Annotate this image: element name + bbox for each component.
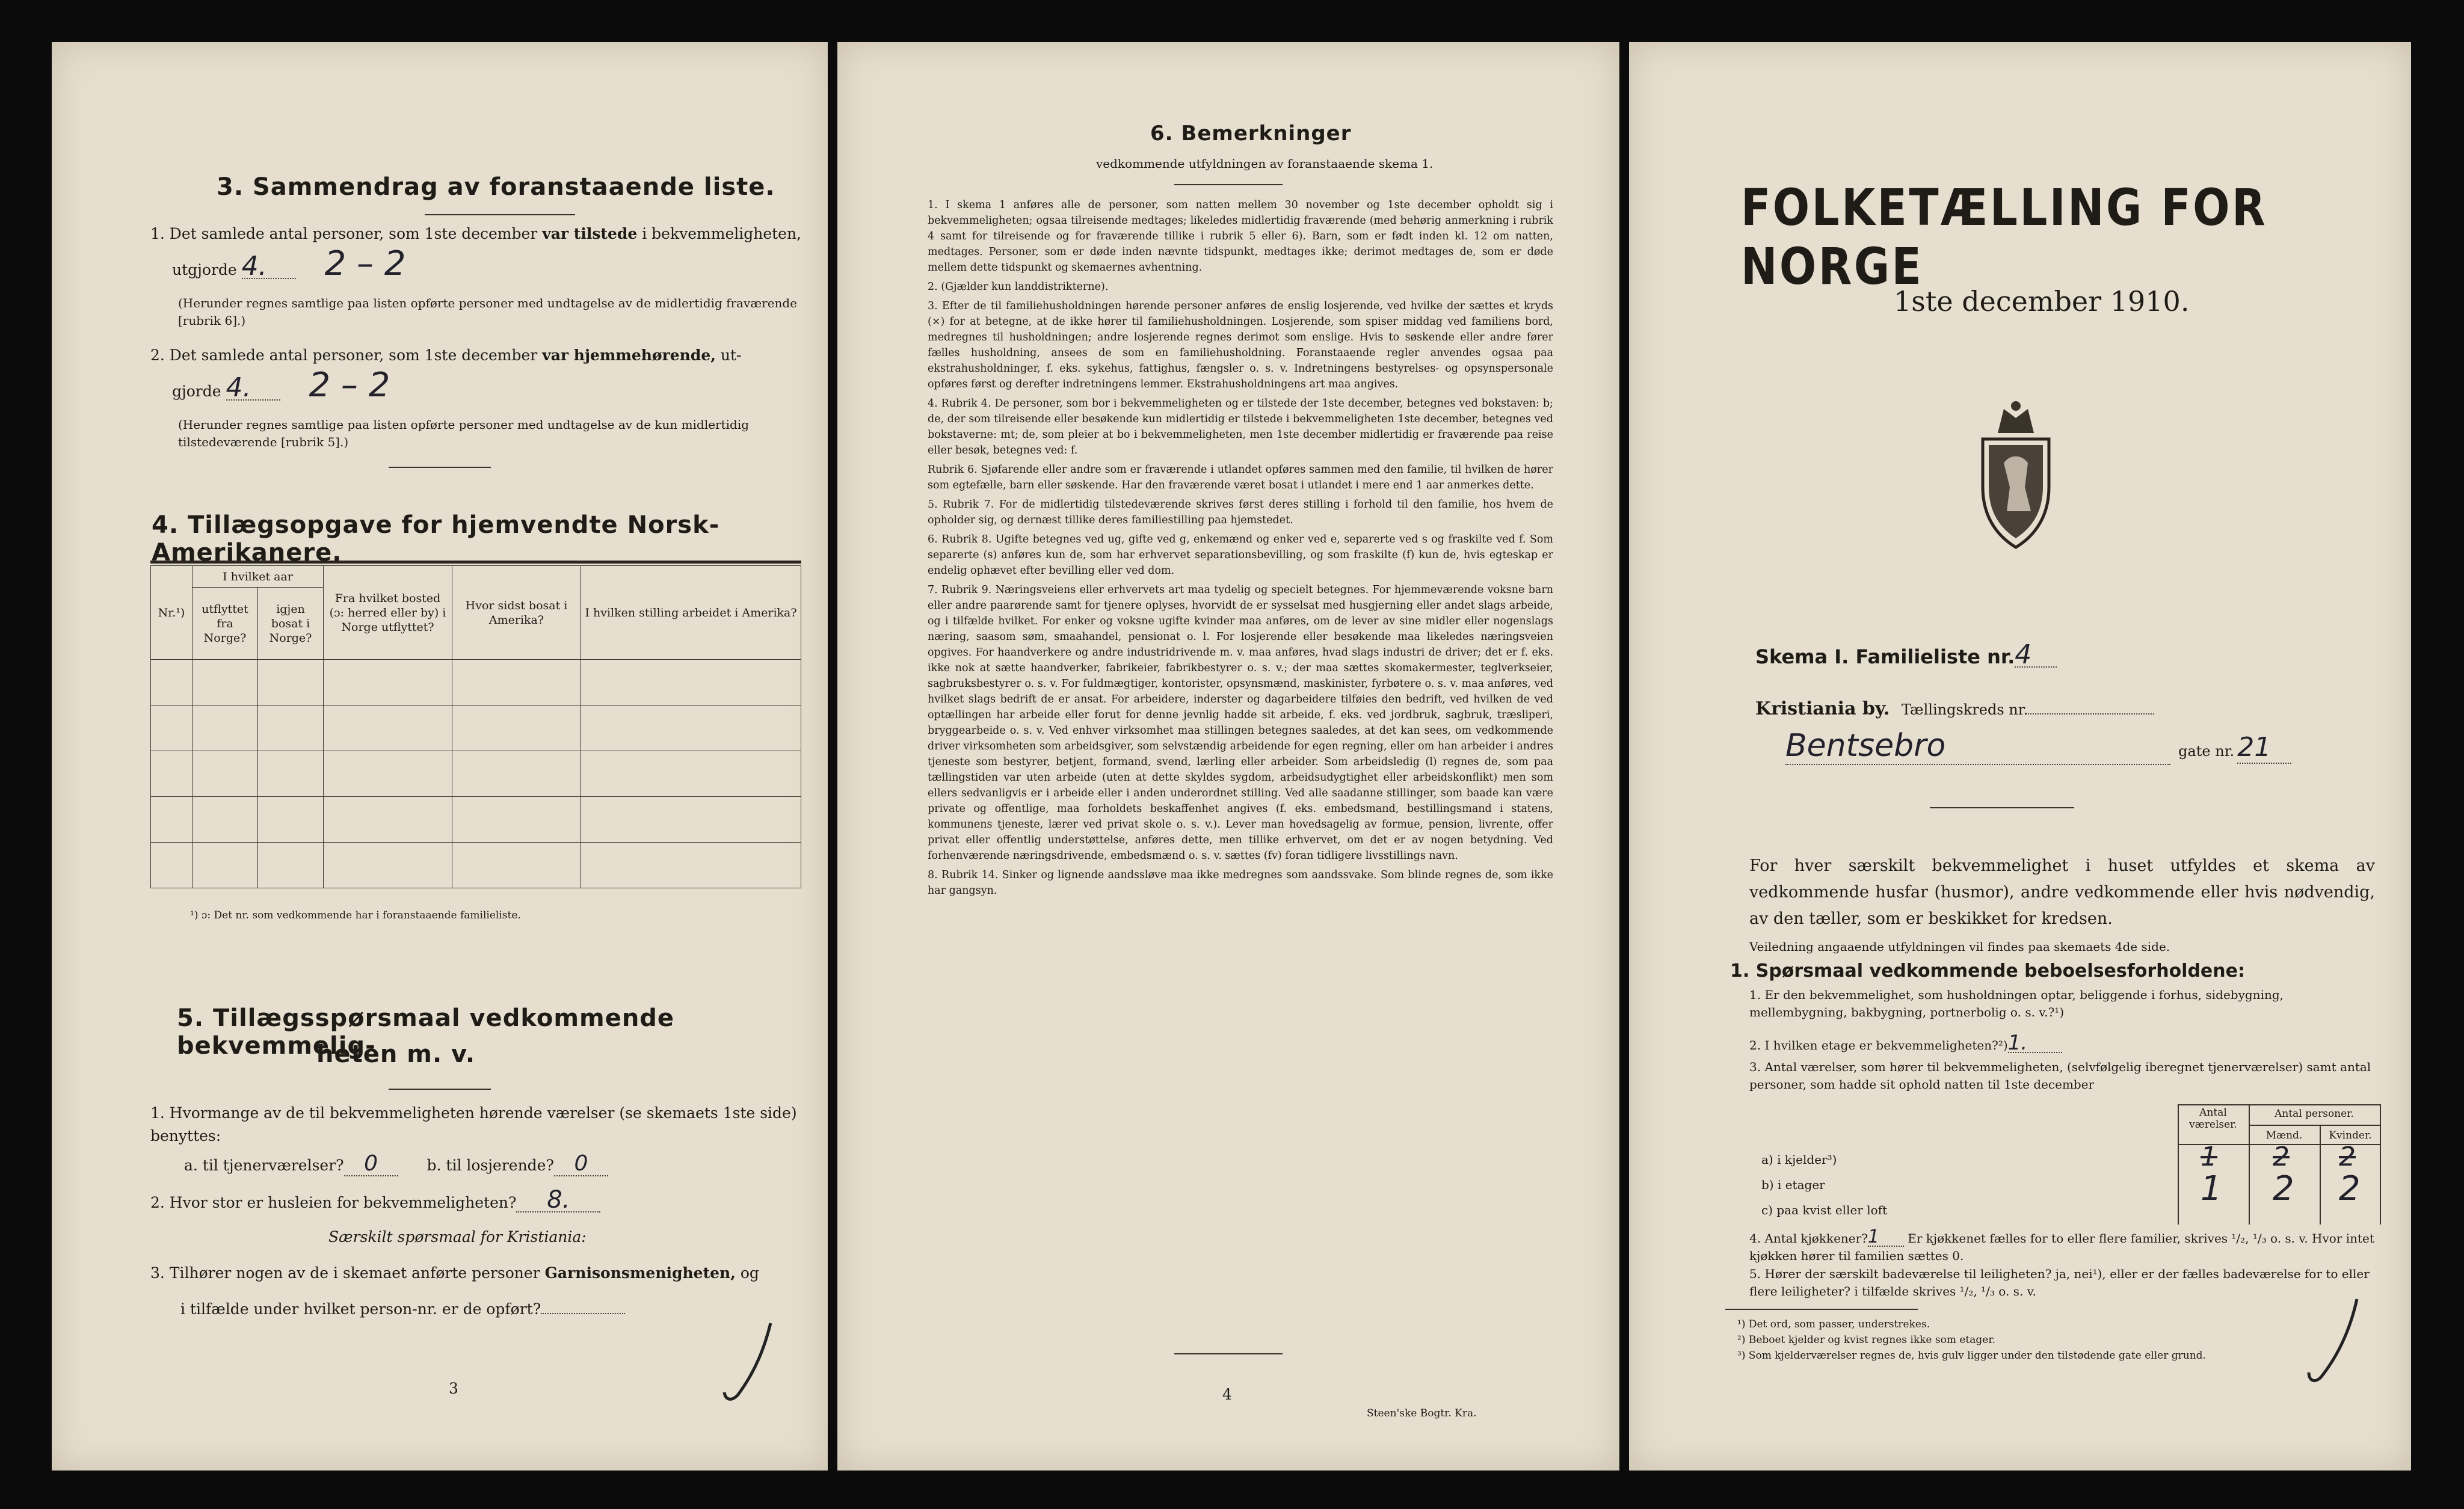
divider xyxy=(1174,1353,1283,1354)
hw-a3: 2 xyxy=(2339,1142,2356,1172)
questions-title: 1. Spørsmaal vedkommende beboelsesforholdene: xyxy=(1730,960,2245,982)
remarks-subtitle: vedkommende utfyldningen av foranstaaende skema 1. xyxy=(1096,156,1434,171)
veiledning: Veiledning angaaende utfyldningen vil findes paa skemaets 4de side. xyxy=(1749,939,2170,954)
s5-kristiania: Særskilt spørsmaal for Kristiania: xyxy=(328,1228,587,1246)
th-personer: Antal personer. xyxy=(2275,1108,2354,1120)
page-number: 4 xyxy=(1222,1386,1232,1403)
section-5-title-1: 5. Tillægsspørsmaal vedkommende bekvemmelig- xyxy=(177,1004,675,1060)
th-vaerelser: Antal værelser. xyxy=(2189,1107,2237,1131)
printer-mark: Steen'ske Bogtr. Kra. xyxy=(1367,1407,1477,1419)
s3-question-1: 1. Det samlede antal personer, som 1ste december var tilstede i bekvemmeligheten, xyxy=(150,225,802,242)
section-4-title: 4. Tillægsopgave for hjemvendte Norsk-Amerikanere. xyxy=(152,511,720,567)
hw-b3: 2 xyxy=(2339,1169,2361,1208)
q4: 4. Antal kjøkkener?1 Er kjøkkenet fælles for to eller flere familier, skrives ¹/₂, ¹/₃ o. s. v. Hvor intet kjøkken hører til familien sættes 0. xyxy=(1749,1226,2374,1263)
intro-text: For hver særskilt bekvemmelighet i huset utfyldes et skema av vedkommende husfar (husmor), andre vedkommende eller hvis nødvendig, av den tæller, som er beskikket for kredsen. xyxy=(1749,856,2375,928)
divider xyxy=(1725,1309,1918,1310)
remark-7: 7. Rubrik 9. Næringsveiens eller erhvervets art maa tydelig og specielt betegnes. For hjemmeværende voksne barn eller andre paarørende samt for tjenere oplyses, hvorvidt de er sysselsat med husgjerning eller andet slags arbeide, og i tilfælde hvilket. For enker og voksne ugifte kvinder maa anføres, om de lever av sine midler eller nogenslags næring, saasom søm, smaahandel, pensionat o. l. For losjerende eller besøkende maa likeledes næringsveien opgives. For haandverkere og andre industridrivende m. v. maa anføres, hvad slags industri de driver; det er f. eks. ikke nok at sætte haandverker, fabrikeier, fabrikbestyrer o. s. v.; der maa sættes skomakermester, teglverkseier, sagbruksbestyrer o. s. v. For fuldmægtiger, kontorister, opsynsmænd, maskinister, fyrbøtere o. s. v. maa anføres, ved hvilket slags bedrift de er ansat. For arbeidere, inderster og dagarbeidere tilføies den bedrift, ved hvilken de ved optællingen har arbeide eller forut for denne jevnlig hadde sit arbeide, f. eks. ved jordbruk, sagbruk, træsliperi, bryggearbeide o. s. v. Ved enhver virksomhet maa stillingen betegnes saaledes, at det kan sees, om vedkommende driver virksomheten som arbeidsgiver, som selvstændig arbeidende for egen regning, eller om han arbeider i andres tjeneste som bestyrer, betjent, formand, svend, lærling eller arbeider. Som arbeidsledig (l) regnes de, som paa tællingstiden var uten arbeide (uten at dette skyldes sygdom, arbeidsudygtighet eller arbeidskonflikt) men som ellers sedvanligvis er i arbeide eller i anden underordnet stilling. Ved alle saadanne stillinger, som baade kan være private og offentlige, maa forholdets beskaffenhet angives (f. eks. embedsmand, bestillingsmand i statens, kommunens tjeneste, lærer ved privat skole o. s. v.). Lever man hovedsagelig av formue, pension, livrente, offer privat eller offentlig understøttelse, anføres dette, men tillike erhvervet, om det er av nogen betydning. Ved forhenværende næringsdrivende, embedsmænd o. s. v. sættes (fv) foran tidligere livsstillings navn. xyxy=(928,584,1553,862)
divider xyxy=(389,467,491,468)
th-aar-group: I hvilket aar xyxy=(192,566,324,588)
skema-label: Skema I. Familieliste nr.4 xyxy=(1755,644,2057,668)
s4-footnote: ¹) ɔ: Det nr. som vedkommende har i foranstaaende familieliste. xyxy=(190,909,521,921)
footnote-1: ¹) Det ord, som passer, understrekes. xyxy=(1737,1318,1930,1330)
remark-6: 6. Rubrik 8. Ugifte betegnes ved ug, gifte ved g, enkemænd og enker ved e, separerte ved s og fraskilte ved f. Som separerte (s) anføres kun de, som har erhvervet separationsbevilling, og som fraskilte (f) kun de, hvis egteskap er endelig ophævet efter bevilling eller ved dom. xyxy=(928,533,1553,577)
table-row xyxy=(151,797,801,843)
hw-a1: 1 xyxy=(2201,1142,2217,1172)
table-top-rule xyxy=(150,561,801,564)
census-date: 1ste december 1910. xyxy=(1894,285,2190,318)
kristiania-line: Kristiania by. Tællingskreds nr. xyxy=(1755,698,2154,721)
hw-a2: 2 xyxy=(2273,1142,2290,1172)
remark-3: 3. Efter de til familiehusholdningen hørende personer anføres de enslig losjerende, ved hvilke der sættes et kryds (×) for at betegne, at de ikke hører til familiehusholdningen. Losjerende, som spiser middag ved familiens bord, medregnes til husholdningen; andre losjerende regnes derimot som enslige. Hvis to søskende eller andre fører fælles husholdning, ansees de som en familiehusholdning. Foranstaaende regler anvendes ogsaa paa ekstrahusholdninger, f. eks. sykehus, fattighus, fængsler o. s. v. Indretningens bestyrelses- og opsynspersonale opføres først og derefter indretningens lemmer. Ekstrahusholdningens art maa angives. xyxy=(928,300,1553,390)
q1: 1. Er den bekvemmelighet, som husholdningen optar, beliggende i forhus, sidebygning, mellembygning, bakbygning, portnerbolig o. s. v.?¹) xyxy=(1749,988,2284,1019)
th-utflyttet: utflyttet fra Norge? xyxy=(192,588,258,660)
s3-q1-answer: utgjorde 4. 2 – 2 xyxy=(172,244,406,283)
s3-q2-note: (Herunder regnes samtlige paa listen opførte personer med undtagelse av de kun midlertidig tilstedeværende [rubrik 5].) xyxy=(178,417,750,449)
table-row xyxy=(151,660,801,705)
th-kvinder: Kvinder. xyxy=(2329,1129,2372,1142)
norsk-amerikanere-table xyxy=(150,565,801,888)
th-igjen: igjen bosat i Norge? xyxy=(258,588,324,660)
q3: 3. Antal værelser, som hører til bekvemmeligheten, (selvfølgelig iberegnet tjenerværelser) samt antal personer, som hadde sit ophold natten til 1ste december xyxy=(1749,1060,2371,1092)
th-amerika: Hvor sidst bosat i Amerika? xyxy=(452,566,581,660)
s5-question-1: 1. Hvormange av de til bekvemmeligheten hørende værelser (se skemaets 1ste side) benyttes: xyxy=(150,1104,797,1145)
remark-4: 4. Rubrik 4. De personer, som bor i bekvemmeligheten og er tilstede der 1ste december, betegnes ved bokstaven: b; de, der som tilreisende eller besøkende kun midlertidig er tilstede i bekvemmeligheten 1ste december, betegnes ved bokstaverne: mt; de, som pleier at bo i bekvemmeligheten, men 1ste december midlertidig er fraværende paa reise eller besøk, betegnes ved: f. xyxy=(928,398,1553,456)
th-stilling: I hvilken stilling arbeidet i Amerika? xyxy=(581,566,801,660)
page-right xyxy=(1629,42,2411,1471)
s5-question-3b: i tilfælde under hvilket person-nr. er de opført? xyxy=(180,1298,625,1321)
check-mark xyxy=(2297,1293,2369,1389)
page-middle xyxy=(837,42,1619,1471)
coat-of-arms-icon xyxy=(1971,397,2061,553)
page-left xyxy=(52,42,828,1471)
rooms-persons-table xyxy=(1761,1104,2381,1225)
remarks-body xyxy=(928,197,1553,902)
divider xyxy=(1930,807,2074,808)
remark-2: 2. (Gjælder kun landdistrikterne). xyxy=(928,281,1109,293)
remark-5: 5. Rubrik 7. For de midlertidig tilstedeværende skrives først deres stilling i forhold til den familie, hos hvem de opholder sig, og dernæst tillike deres familiestilling paa hjemstedet. xyxy=(928,499,1553,526)
s5-q1a: a. til tjenerværelser? 0 b. til losjerende? 0 xyxy=(184,1152,608,1177)
row-kvist: c) paa kvist eller loft xyxy=(1761,1203,1888,1217)
s3-q1-note: (Herunder regnes samtlige paa listen opførte personer med undtagelse av de midlertidig fraværende [rubrik 6].) xyxy=(178,296,798,328)
section-3-title: 3. Sammendrag av foranstaaende liste. xyxy=(217,173,775,201)
th-maend: Mænd. xyxy=(2265,1129,2303,1142)
footnote-3: ³) Som kjelderværelser regnes de, hvis gulv ligger under den tilstødende gate eller grund. xyxy=(1737,1350,2206,1362)
remark-4b: Rubrik 6. Sjøfarende eller andre som er fraværende i utlandet opføres sammen med den familie, til hvilken de hører som egtefælle, barn eller søskende. Har den fraværende været bosat i utlandet i mere end 1 aar anmerkes dette. xyxy=(928,464,1553,491)
s3-q2-answer: gjorde 4. 2 – 2 xyxy=(172,366,390,405)
hw-b1: 1 xyxy=(2201,1169,2222,1208)
divider xyxy=(1174,184,1283,185)
street-line: Bentsebro gate nr. 21 xyxy=(1785,728,2291,765)
divider xyxy=(425,214,575,215)
section-5-title-2: heten m. v. xyxy=(316,1040,476,1068)
s5-question-2: 2. Hvor stor er husleien for bekvemmeligheten? 8. xyxy=(150,1188,600,1214)
hw-b2: 2 xyxy=(2273,1169,2294,1208)
q5: 5. Hører der særskilt badeværelse til leiligheten? ja, nei¹), eller er der fælles badeværelse for to eller flere leiligheter? i tilfælde skrives ¹/₂, ¹/₃ o. s. v. xyxy=(1749,1267,2370,1298)
check-mark xyxy=(713,1317,786,1407)
s3-question-2: 2. Det samlede antal personer, som 1ste december var hjemmehørende, ut- xyxy=(150,346,742,364)
table-row xyxy=(151,751,801,797)
row-etager: b) i etager xyxy=(1761,1178,1825,1192)
th-nr: Nr.¹) xyxy=(151,566,192,660)
table-row xyxy=(151,843,801,888)
remark-8: 8. Rubrik 14. Sinker og lignende aandssløve maa ikke medregnes som aandssvake. Som blinde regnes de, som ikke har gangsyn. xyxy=(928,869,1553,897)
row-kjelder: a) i kjelder³) xyxy=(1761,1152,1837,1167)
divider xyxy=(389,1089,491,1090)
remarks-title: 6. Bemerkninger xyxy=(1150,121,1352,146)
remark-1: 1. I skema 1 anføres alle de personer, som natten mellem 30 november og 1ste december opholdt sig i bekvemmeligheten; ogsaa tilreisende medtages; likeledes midlertidig fraværende (med behørig anmerkning i rubrik 4 samt for tilreisende og for fraværende tillike i rubrik 5 eller 6). Barn, som er født inden kl. 12 om natten, medtages. Personer, som er døde inden nævnte tidspunkt, medtages ikke; derimot medtages de, som er døde mellem dette tidspunkt og skemaernes avhentning. xyxy=(928,199,1553,274)
table-row xyxy=(151,705,801,751)
s5-question-3: 3. Tilhører nogen av de i skemaet anførte personer Garnisonsmenigheten, og xyxy=(150,1264,759,1282)
census-title: FOLKETÆLLING FOR NORGE xyxy=(1741,178,2268,296)
page-number: 3 xyxy=(449,1380,458,1397)
q2: 2. I hvilken etage er bekvemmeligheten?²)1. xyxy=(1749,1034,2062,1054)
th-bosted: Fra hvilket bosted (ɔ: herred eller by) i Norge utflyttet? xyxy=(324,566,452,660)
footnote-2: ²) Beboet kjelder og kvist regnes ikke som etager. xyxy=(1737,1334,1996,1346)
